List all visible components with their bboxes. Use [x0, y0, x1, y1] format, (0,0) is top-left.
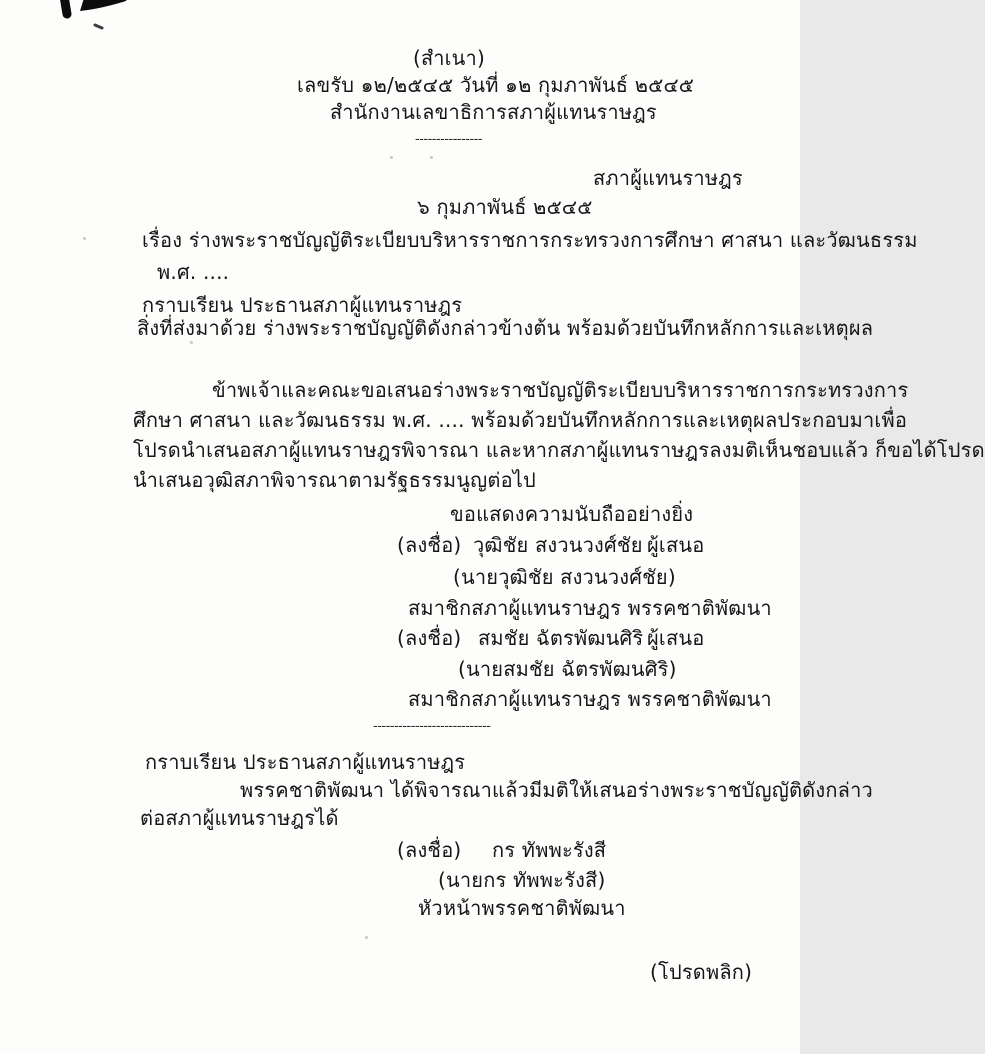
signature-name-parens-2: (นายสมชัย ฉัตรพัฒนศิริ)	[458, 657, 677, 681]
subject-line-2: พ.ศ. ....	[157, 260, 230, 284]
signature-name-2: สมชัย ฉัตรพัฒนศิริ	[478, 626, 644, 650]
proposer-role-2: ผู้เสนอ	[647, 626, 705, 650]
header-divider: ----------------	[415, 132, 483, 147]
secretariat-office-line: สำนักงานเลขาธิการสภาผู้แทนราษฎร	[330, 100, 657, 124]
enclosure-line: สิ่งที่ส่งมาด้วย ร่างพระราชบัญญัติดังกล่าวข้างต้น พร้อมด้วยบันทึกหลักการและเหตุผล	[137, 316, 874, 340]
scan-artifact	[83, 237, 86, 240]
signature-name-parens-1: (นายวุฒิชัย สงวนวงศ์ชัย)	[453, 565, 676, 589]
scan-artifact	[365, 936, 368, 939]
receipt-stamp-line: เลขรับ ๑๒/๒๕๔๕ วันที่ ๑๒ กุมภาพันธ์ ๒๕๔๕	[297, 73, 695, 97]
body-line-1: ข้าพเจ้าและคณะขอเสนอร่างพระราชบัญญัติระเบียบบริหารราชการกระทรวงการ	[212, 378, 909, 402]
handwritten-page-number-mark	[0, 0, 150, 40]
section-divider: ----------------------------	[373, 719, 491, 734]
body-line-3: โปรดนำเสนอสภาผู้แทนราษฎรพิจารณา และหากสภาผู้แทนราษฎรลงมติเห็นชอบแล้ว ก็ขอได้โปรด	[133, 438, 985, 462]
signature-name-3: กร ทัพพะรังสี	[492, 838, 607, 862]
subject-line-1: เรื่อง ร่างพระราชบัญญัติระเบียบบริหารราชการกระทรวงการศึกษา ศาสนา และวัฒนธรรม	[142, 228, 918, 252]
signature-title-2: สมาชิกสภาผู้แทนราษฎร พรรคชาติพัฒนา	[408, 687, 772, 711]
endorsement-body-1: พรรคชาติพัฒนา ได้พิจารณาแล้วมีมติให้เสนอร่างพระราชบัญญัติดังกล่าว	[240, 778, 873, 802]
turn-over-note: (โปรดพลิก)	[650, 960, 753, 984]
signed-label-1: (ลงชื่อ)	[397, 533, 462, 557]
letter-date: ๖ กุมภาพันธ์ ๒๕๔๕	[417, 195, 593, 219]
sender-house-line: สภาผู้แทนราษฎร	[593, 166, 743, 190]
copy-label: (สำเนา)	[413, 46, 485, 70]
signature-title-3: หัวหน้าพรรคชาติพัฒนา	[418, 896, 626, 920]
signature-title-1: สมาชิกสภาผู้แทนราษฎร พรรคชาติพัฒนา	[408, 596, 772, 620]
proposer-role-1: ผู้เสนอ	[647, 533, 705, 557]
body-line-2: ศึกษา ศาสนา และวัฒนธรรม พ.ศ. .... พร้อมด้วยบันทึกหลักการและเหตุผลประกอบมาเพื่อ	[133, 408, 908, 432]
signature-name-1: วุฒิชัย สงวนวงศ์ชัย	[473, 533, 643, 557]
signed-label-2: (ลงชื่อ)	[397, 626, 462, 650]
signed-label-3: (ลงชื่อ)	[397, 838, 462, 862]
scan-artifact	[390, 156, 393, 159]
scan-artifact	[190, 341, 193, 344]
scan-artifact	[430, 156, 433, 159]
endorsement-body-2: ต่อสภาผู้แทนราษฎรได้	[140, 806, 339, 830]
closing-phrase: ขอแสดงความนับถืออย่างยิ่ง	[450, 502, 694, 526]
salutation-line: กราบเรียน ประธานสภาผู้แทนราษฎร	[142, 293, 463, 317]
endorsement-salutation: กราบเรียน ประธานสภาผู้แทนราษฎร	[145, 750, 466, 774]
signature-name-parens-3: (นายกร ทัพพะรังสี)	[438, 868, 606, 892]
body-line-4: นำเสนอวุฒิสภาพิจารณาตามรัฐธรรมนูญต่อไป	[133, 468, 536, 492]
